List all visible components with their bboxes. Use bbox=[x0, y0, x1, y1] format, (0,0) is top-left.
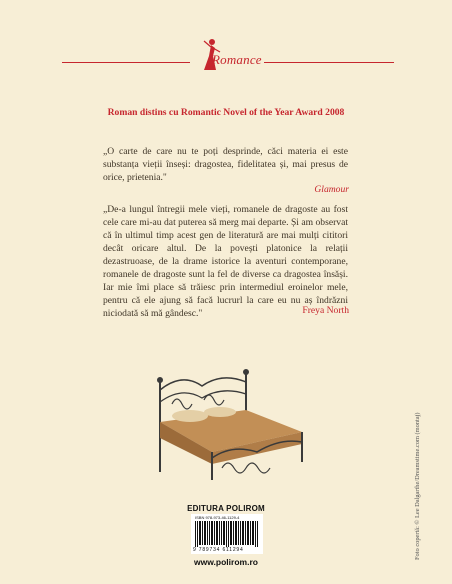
logo-text: Romance bbox=[212, 52, 262, 67]
romance-logo bbox=[0, 36, 452, 86]
logo-line-right bbox=[264, 62, 394, 63]
quote-freya-north: „De-a lungul întregii mele vieți, romanele de dragoste au fost cele care mi-au dat puterea să merg mai departe. Și am observat că în ultimul timp acest gen de literatură are mai mulți cititori decât oricare altul. De la povești platonice la relații dezastruoase, de la drame istorice la aventuri contemporane, romanele de dragoste sunt la fel de diverse ca dragostea însăși. Iar mie îmi place să trăiesc prin intermediul eroinelor mele, pentru că ele ajung să facă lucrurl la care eu nu aș îndrăzni niciodată să mă gândesc." bbox=[103, 204, 348, 319]
website-link[interactable]: www.polirom.ro bbox=[194, 557, 258, 567]
barcode-icon bbox=[194, 521, 260, 547]
logo-line-left bbox=[62, 62, 190, 63]
quote-source-freya-north: Freya North bbox=[302, 305, 349, 316]
publisher-name: EDITURA POLIROM bbox=[187, 504, 265, 513]
iron-bed-illustration bbox=[142, 352, 312, 482]
barcode-number: 9 789734 611294 bbox=[193, 547, 244, 553]
isbn-label: ISBN 978-973-46-1129-4 bbox=[195, 515, 240, 520]
quote-source-glamour: Glamour bbox=[314, 184, 349, 195]
barcode-box bbox=[191, 514, 263, 554]
award-headline: Roman distins cu Romantic Novel of the Year Award 2008 bbox=[107, 107, 345, 118]
quote-glamour: „O carte de care nu te poți desprinde, căci materia ei este substanța vieții înseși: dragostea, fidelitatea și, mai presus de orice, prietenia." bbox=[103, 146, 348, 183]
photo-credit: Foto copertă: © Lee Dalgarthe/Dreamstime.com (montaj) bbox=[414, 412, 421, 560]
